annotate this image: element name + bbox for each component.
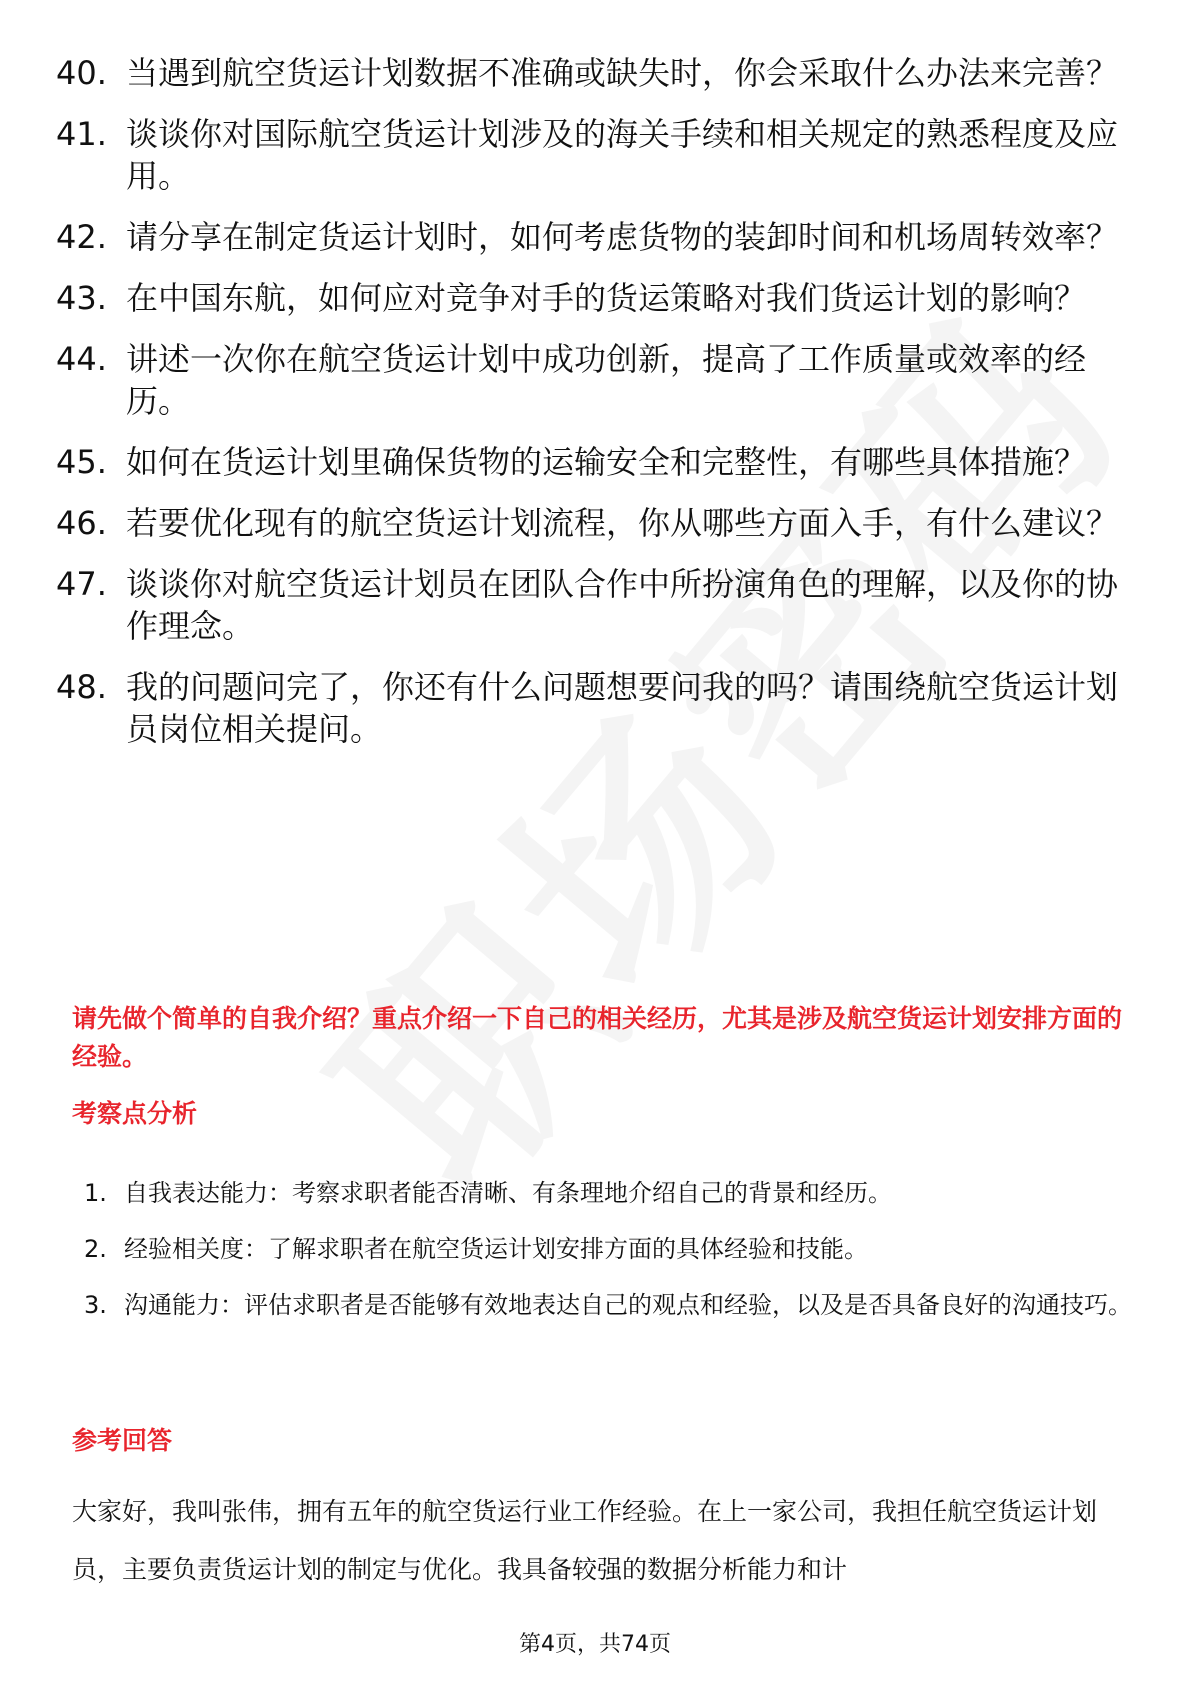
analysis-text: 自我表达能力：考察求职者能否清晰、有条理地介绍自己的背景和经历。	[124, 1179, 892, 1207]
question-number: 44.	[56, 340, 107, 378]
question-number: 41.	[56, 115, 107, 153]
question-number: 42.	[56, 218, 107, 256]
analysis-number: 1.	[84, 1179, 107, 1207]
question-item	[56, 52, 1136, 94]
question-item	[56, 666, 1136, 750]
analysis-heading: 考察点分析	[72, 1099, 198, 1128]
page-footer: 第4页，共74页	[519, 1632, 671, 1657]
answer-heading: 参考回答	[72, 1426, 173, 1455]
question-text: 我的问题问完了，你还有什么问题想要问我的吗？请围绕航空货运计划员岗位相关提问。	[126, 668, 1119, 748]
analysis-item	[84, 1277, 1134, 1333]
analysis-number: 3.	[84, 1291, 107, 1319]
question-item	[56, 113, 1136, 197]
question-item	[56, 563, 1136, 647]
question-number: 43.	[56, 279, 107, 317]
answer-paragraph: 大家好，我叫张伟，拥有五年的航空货运行业工作经验。在上一家公司，我担任航空货运计划员，主要负责货运计划的制定与优化。我具备较强的数据分析能力和计	[72, 1497, 1098, 1584]
question-item	[56, 441, 1136, 483]
question-text: 在中国东航，如何应对竞争对手的货运策略对我们货运计划的影响？	[126, 279, 1087, 317]
analysis-list	[84, 1165, 1134, 1333]
question-text: 讲述一次你在航空货运计划中成功创新，提高了工作质量或效率的经历。	[126, 340, 1087, 420]
question-list	[56, 52, 1136, 769]
featured-question: 请先做个简单的自我介绍？重点介绍一下自己的相关经历，尤其是涉及航空货运计划安排方面的经验。	[72, 1004, 1123, 1071]
question-item	[56, 277, 1136, 319]
question-text: 当遇到航空货运计划数据不准确或缺失时，你会采取什么办法来完善？	[126, 54, 1119, 92]
question-text: 若要优化现有的航空货运计划流程，你从哪些方面入手，有什么建议？	[126, 504, 1119, 542]
question-number: 47.	[56, 565, 107, 603]
question-text: 谈谈你对国际航空货运计划涉及的海关手续和相关规定的熟悉程度及应用。	[126, 115, 1119, 195]
question-number: 46.	[56, 504, 107, 542]
analysis-text: 沟通能力：评估求职者是否能够有效地表达自己的观点和经验，以及是否具备良好的沟通技巧。	[124, 1291, 1132, 1319]
question-text: 请分享在制定货运计划时，如何考虑货物的装卸时间和机场周转效率？	[126, 218, 1119, 256]
question-text: 如何在货运计划里确保货物的运输安全和完整性，有哪些具体措施？	[126, 443, 1087, 481]
question-item	[56, 216, 1136, 258]
question-number: 40.	[56, 54, 107, 92]
question-number: 45.	[56, 443, 107, 481]
question-item	[56, 338, 1136, 422]
analysis-number: 2.	[84, 1235, 107, 1263]
question-text: 谈谈你对航空货运计划员在团队合作中所扮演角色的理解，以及你的协作理念。	[126, 565, 1119, 645]
analysis-text: 经验相关度：了解求职者在航空货运计划安排方面的具体经验和技能。	[124, 1235, 868, 1263]
question-item	[56, 502, 1136, 544]
question-number: 48.	[56, 668, 107, 706]
analysis-item	[84, 1165, 1134, 1221]
analysis-item	[84, 1221, 1134, 1277]
